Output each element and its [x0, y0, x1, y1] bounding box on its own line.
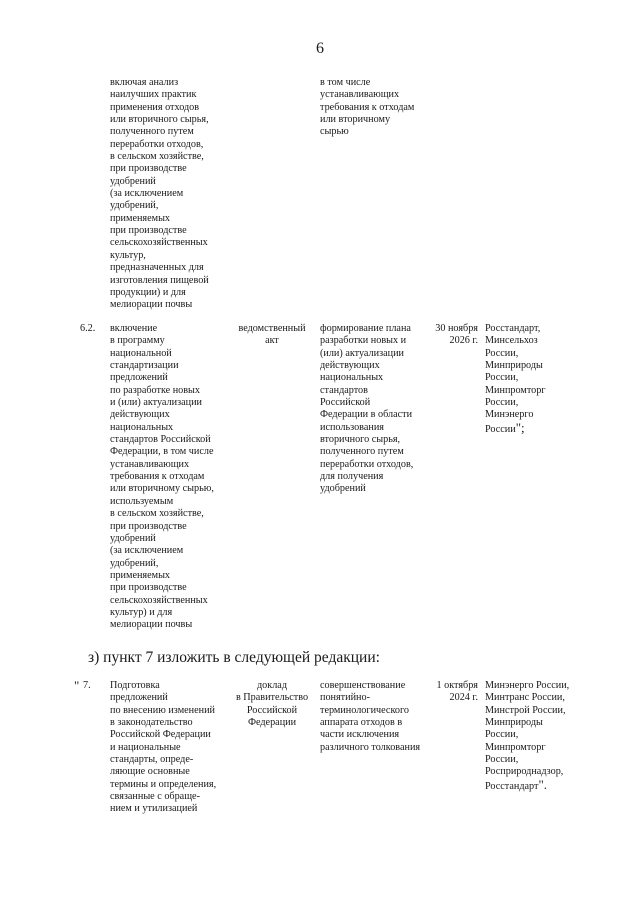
row-6-2-responsible: [485, 323, 585, 436]
row-6-2-description: включение в программу национальной стандартизации предложений по разработке новых и (или) актуализации действующих национальных стандартов Российской Федерации, в том числе устанавливающих требования к отходам или вторичному сырью, используемым в сельском хозяйстве, при производстве удобрений (за исключением удобрений, применяемых при производстве сельскохозяйственных культур) и для мелиорации почвы: [110, 323, 214, 631]
row-7-description: Подготовка предложений по внесению изменений в законодательство Российской Федерации и национальные стандарты, опреде- ляющие основные термины и определения, связанные с обраще- нием и утилизацией: [110, 680, 217, 815]
page-number: 6: [316, 40, 324, 57]
row-6-2-date: 30 ноября 2026 г.: [435, 323, 478, 347]
row-6-2-close-mark: ";: [515, 419, 525, 435]
amendment-subheading: з) пункт 7 изложить в следующей редакции:: [88, 649, 380, 666]
continued-description: включая анализ наилучших практик применения отходов или вторичного сырья, полученного путем переработки отходов, в сельском хозяйстве, при производстве удобрений (за исключением удобрений, применяемых при производстве сельскохозяйственных культур, предназначенных для изготовления пищевой продукции) и для мелиорации почвы: [110, 77, 209, 311]
row-7-result: совершенствование понятийно- терминологического аппарата отходов в части исключения различного толкования: [320, 680, 421, 753]
row-6-2-form: ведомственный акт: [238, 323, 306, 347]
row-7-form: доклад в Правительство Российской Федерации: [235, 680, 309, 729]
row-7-responsible: [485, 680, 585, 793]
row-7-responsible-text: Минэнерго России, Минтранс России, Минстрой России, Минприроды России, Минпромторг России, Росприроднадзор, Росстандарт: [485, 680, 570, 792]
row-7-date: 1 октября 2024 г.: [436, 680, 478, 704]
row-6-2-number: 6.2.: [80, 323, 96, 334]
row-6-2-result: формирование плана разработки новых и (или) актуализации действующих национальных стандартов Российской Федерации в области использования вторичного сырья, полученного путем переработки отходов, для получения удобрений: [320, 323, 414, 495]
row-6-2-responsible-text: Росстандарт, Минсельхоз России, Минприроды России, Минпромторг России, Минэнерго России: [485, 323, 546, 435]
row-7-open-mark: ": [74, 678, 80, 693]
row-7-number: 7.: [83, 680, 91, 691]
continued-result: в том числе устанавливающих требования к отходам или вторичному сырью: [320, 77, 415, 138]
row-7-close-mark: ".: [538, 776, 548, 792]
